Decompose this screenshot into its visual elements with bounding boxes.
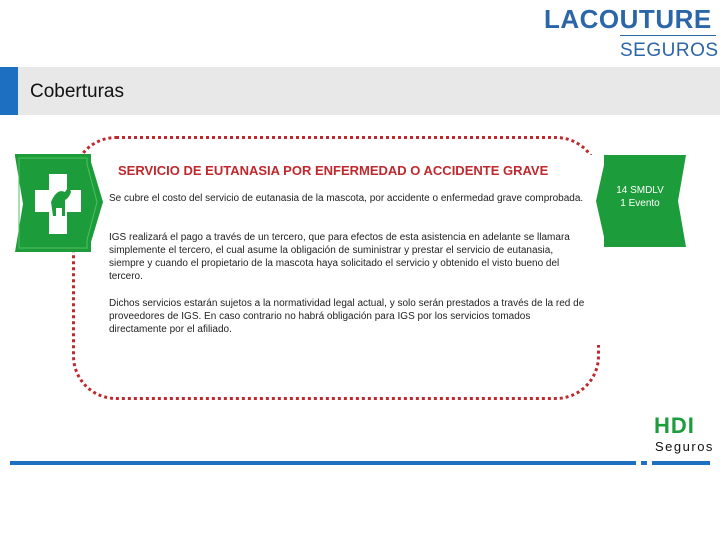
hdi-logo-sub: Seguros (655, 439, 714, 454)
lacouture-logo-sub: SEGUROS (620, 40, 719, 61)
coverage-limit: 14 SMDLV (616, 185, 664, 196)
coverage-events: 1 Evento (620, 198, 660, 209)
hdi-logo: HDI (654, 413, 695, 438)
page-title: Coberturas (30, 81, 124, 102)
footer-line-dot (641, 461, 647, 465)
service-paragraph: Dichos servicios estarán sujetos a la normatividad legal actual, y solo serán prestados a través de la red de proveedores de IGS. En caso contrario no habrá obligación para IGS por los servicios tomados directamente por el afiliado. (109, 298, 585, 335)
logo-divider (620, 35, 716, 36)
service-title: SERVICIO DE EUTANASIA POR ENFERMEDAD O ACCIDENTE GRAVE (118, 163, 549, 178)
service-paragraph: Se cubre el costo del servicio de eutanasia de la mascota, por accidente o enfermedad grave comprobada. (109, 193, 584, 204)
service-paragraph: IGS realizará el pago a través de un tercero, que para efectos de esta asistencia en adelante se llamara simplemente el tercero, el cual asume la obligación de suministrar y prestar el servicio de eutanasia, siempre y cuando el propietario de la mascota haya solicitado el servicio y obtenido el visto bueno del tercero. (109, 232, 570, 282)
lacouture-logo: LACOUTURE (544, 4, 712, 34)
header-accent (0, 67, 18, 115)
footer-line (10, 461, 636, 465)
vet-cross-pet-icon (15, 154, 103, 252)
footer-line-end (652, 461, 710, 465)
